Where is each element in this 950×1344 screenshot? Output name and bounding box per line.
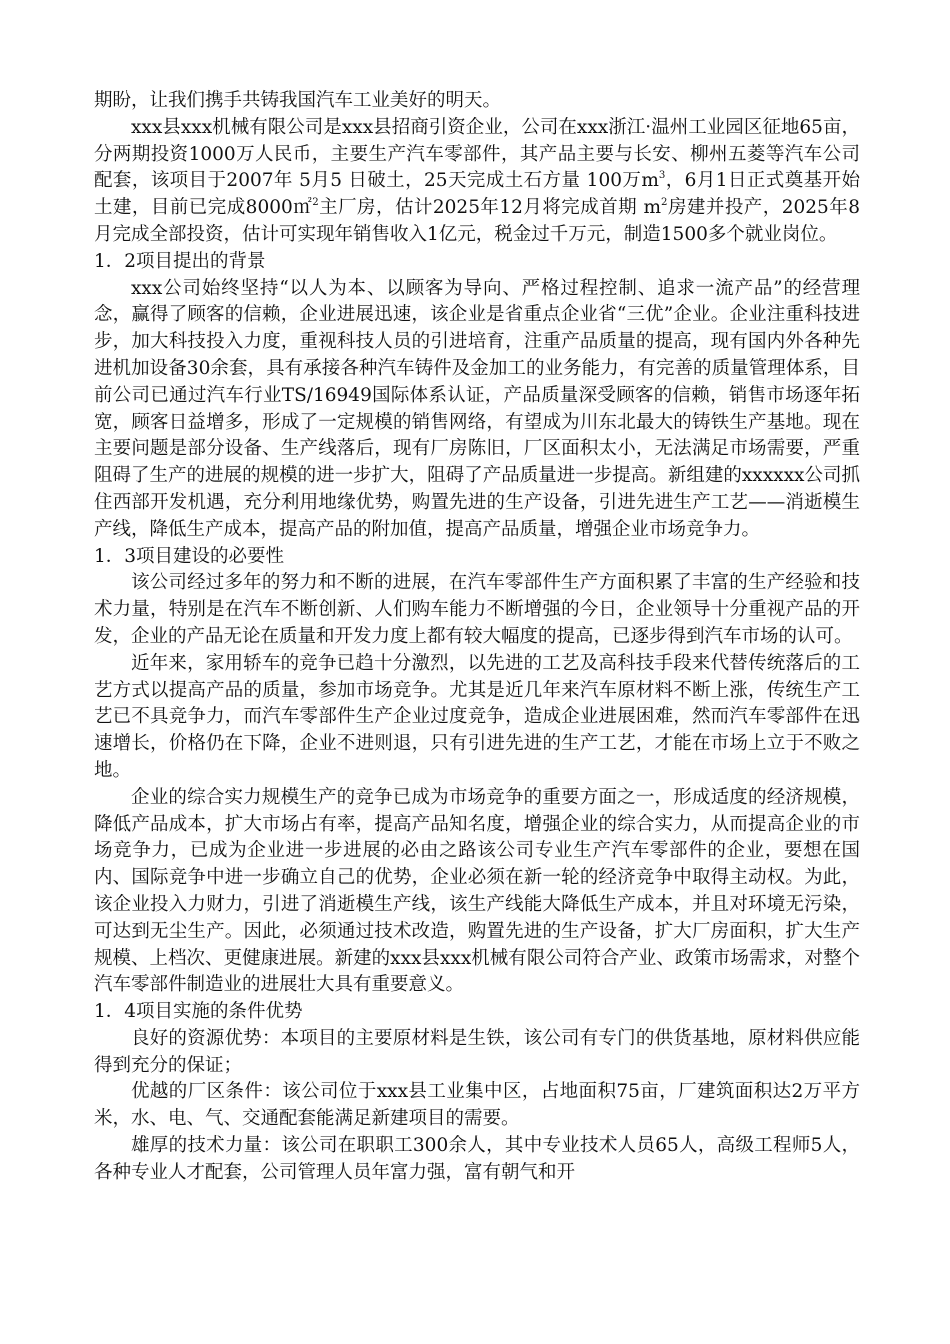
document-page (94, 88, 860, 1187)
paragraph-advantage-site: 优越的厂区条件：该公司位于xxx县工业集中区，占地面积75亩，厂建筑面积达2万平方米，水、电、气、交通配套能满足新建项目的需要。 (94, 1081, 860, 1130)
section-heading-1-2: 1．2项目提出的背景 (94, 250, 266, 272)
paragraph-advantage-tech: 雄厚的技术力量：该公司在职职工300余人，其中专业技术人员65人，高级工程师5人，各种专业人才配套，公司管理人员年富力强，富有朝气和开 (94, 1135, 860, 1183)
paragraph-advantage-resource: 良好的资源优势：本项目的主要原材料是生铁，该公司有专门的供货基地，原材料供应能得到充分的保证； (94, 1027, 860, 1076)
company-text-part-2: ，6月1日正式奠基开始土建，目前已完成8000㎡ (94, 170, 860, 219)
paragraph-intro-tail: 期盼，让我们携手共铸我国汽车工业美好的明天。 (94, 90, 502, 111)
paragraph-background: xxx公司始终坚持“以人为本、以顾客为导向、严格过程控制、追求一流产品”的经营理念，赢得了顾客的信赖，企业进展迅速，该企业是省重点企业省“三优”企业。企业注重科技进步，加大科技投入力度，重视科技人员的引进培育，注重产品质量的提高，现有国内外各种先进机加设备30余套，具有承接各种汽车铸件及金加工的业务能力，有完善的质量管理体系，目前公司已通过汽车行业TS/16949国际体系认证，产品质量深受顾客的信赖，销售市场逐年拓宽，顾客日益增多，形成了一定规模的销售网络，有望成为川东北最大的铸铁生产基地。现在主要问题是部分设备、生产线落后，现有厂房陈旧，厂区面积太小，无法满足市场需要，严重阻碍了生产的进展的规模的进一步扩大，阻碍了产品质量进一步提高。新组建的xxxxxx公司抓住西部开发机遇，充分利用地缘优势，购置先进的生产设备，引进先进生产工艺——消逝模生产线，降低生产成本，提高产品的附加值，提高产品质量，增强企业市场竞争力。 (94, 277, 860, 540)
company-text-part-4: 房建并投产，2025年8月完成全部投资，估计可实现年销售收入1亿元，税金过千万元，制造1500多个就业岗位。 (94, 197, 860, 245)
superscript-cubic: 3 (658, 170, 666, 182)
superscript-square-1: 2 (312, 197, 319, 209)
paragraph-company-overview (94, 115, 860, 249)
section-heading-1-4: 1．4项目实施的条件优势 (94, 1001, 303, 1023)
paragraph-necessity-2: 近年来，家用轿车的竞争已趋十分激烈，以先进的工艺及高科技手段来代替传统落后的工艺方式以提高产品的质量，参加市场竞争。尤其是近几年来汽车原材料不断上涨，传统生产工艺已不具竞争力，而汽车零部件生产企业过度竞争，造成企业进展困难，然而汽车零部件在迅速增长，价格仍在下降，企业不进则退，只有引进先进的生产工艺，才能在市场上立于不败之地。 (94, 652, 860, 781)
section-heading-1-3: 1．3项目建设的必要性 (94, 545, 285, 567)
paragraph-necessity-3: 企业的综合实力规模生产的竞争已成为市场竞争的重要方面之一，形成适度的经济规模，降低产品成本，扩大市场占有率，提高产品知名度，增强企业的综合实力，从而提高企业的市场竞争力，已成为企业进一步进展的必由之路该公司专业生产汽车零部件的企业，要想在国内、国际竞争中进一步确立自己的优势，企业必须在新一轮的经济竞争中取得主动权。为此，该企业投入力财力，引进了消逝模生产线，该生产线能大降低生产成本，并且对环境无污染，可达到无尘生产。因此，必须通过技术改造，购置先进的生产设备，扩大厂房面积，扩大生产规模、上档次、更健康进展。新建的xxx县xxx机械有限公司符合产业、政策市场需求，对整个汽车零部件制造业的进展壮大具有重要意义。 (94, 786, 860, 996)
company-text-part-3: 主厂房，估计2025年12月将完成首期 m (318, 197, 662, 219)
company-text-part-1: xxx县xxx机械有限公司是xxx县招商引资企业，公司在xxx浙江·温州工业园区征地65亩，分两期投资1000万人民币，主要生产汽车零部件，其产品主要与长安、柳州五菱等汽车公司配套，该项目于2007年 5月5 日破土，25天完成土石方量 100万m (94, 116, 860, 192)
superscript-square-2: 2 (661, 197, 668, 209)
paragraph-necessity-1: 该公司经过多年的努力和不断的进展，在汽车零部件生产方面积累了丰富的生产经验和技术力量，特别是在汽车不断创新、人们购车能力不断增强的今日，企业领导十分重视产品的开发，企业的产品无论在质量和开发力度上都有较大幅度的提高，已逐步得到汽车市场的认可。 (94, 572, 860, 647)
